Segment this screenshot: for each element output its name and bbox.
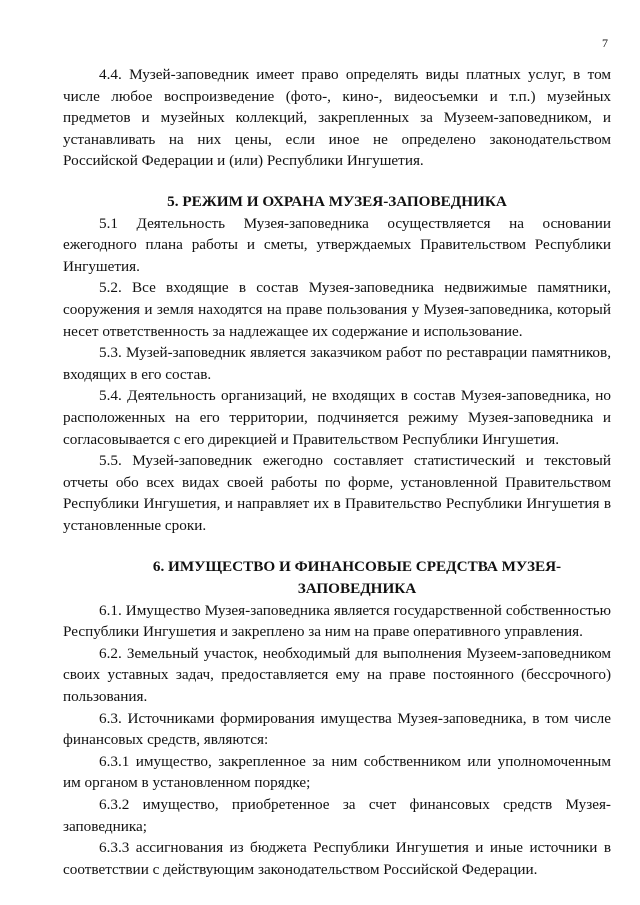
document-body (63, 64, 611, 880)
paragraph-6-3: 6.3. Источниками формирования имущества Музея-заповедника, в том числе финансовых средств, являются: (63, 709, 611, 749)
page-number: 7 (602, 36, 608, 50)
paragraph-6-3-1: 6.3.1 имущество, закрепленное за ним собственником или уполномоченным им органом в установленном порядке; (63, 752, 611, 792)
paragraph-5-3: 5.3. Музей-заповедник является заказчиком работ по реставрации памятников, входящих в его состав. (63, 344, 611, 383)
paragraph-5-2: 5.2. Все входящие в состав Музея-заповедника недвижимые памятники, сооружения и земля находятся на праве пользования у Музея-заповедника, который несет ответственность за надлежащее их содержание и использование. (63, 279, 611, 340)
paragraph-4-4: 4.4. Музей-заповедник имеет право определять виды платных услуг, в том числе любое воспроизведение (фото-, кино-, видеосъемки и т.п.) музейных предметов и музейных коллекций, закрепленных за Музеем-заповедником, и устанавливать на них цены, если иное не определено законодательством Российской Федерации и (или) Республики Ингушетия. (63, 66, 611, 170)
section-5-heading: 5. РЕЖИМ И ОХРАНА МУЗЕЯ-ЗАПОВЕДНИКА (167, 192, 507, 210)
section-6-heading: 6. ИМУЩЕСТВО И ФИНАНСОВЫЕ СРЕДСТВА МУЗЕЯ-ЗАПОВЕДНИКА (152, 558, 562, 598)
paragraph-6-1: 6.1. Имущество Музея-заповедника является государственной собственностью Республики Ингушетия и закреплено за ним на праве оперативного управления. (63, 601, 611, 641)
paragraph-5-1: 5.1 Деятельность Музея-заповедника осуществляется на основании ежегодного плана работы и сметы, утверждаемых Правительством Республики Ингушетия. (63, 214, 611, 275)
paragraph-5-5: 5.5. Музей-заповедник ежегодно составляет статистический и текстовый отчеты обо всех видах своей работы по форме, установленной Правительством Республики Ингушетия, и направляет их в Правительство Республики Ингушетия в установленные сроки. (63, 452, 611, 534)
paragraph-6-3-3: 6.3.3 ассигнования из бюджета Республики Ингушетия и иные источники в соответствии с действующим законодательством Российской Федерации. (63, 839, 611, 878)
paragraph-6-2: 6.2. Земельный участок, необходимый для выполнения Музеем-заповедником своих уставных задач, предоставляется ему на праве постоянного (бессрочного) пользования. (63, 644, 611, 706)
paragraph-6-3-2: 6.3.2 имущество, приобретенное за счет финансовых средств Музея-заповедника; (63, 796, 611, 835)
paragraph-5-4: 5.4. Деятельность организаций, не входящих в состав Музея-заповедника, но расположенных на его территории, подчиняется режиму Музея-заповедника и согласовывается с его дирекцией и Правительством Республики Ингушетия. (63, 387, 611, 448)
